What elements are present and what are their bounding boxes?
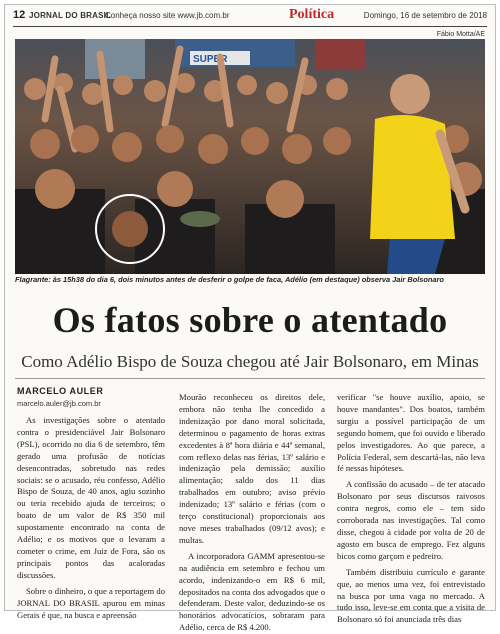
photo-caption: Flagrante: às 15h38 do dia 6, dois minutos antes de desferir o golpe de faca, Adélio (em destaque) observa Jair Bolsonaro [15, 275, 444, 284]
article-column-2 [179, 392, 325, 633]
paragraph: verificar "se houve auxílio, apoio, se houve mandantes". Dos boatos, também surgiu a possível participação de um segundo homem, que foi ouvido e liberado pelos investigadores. Ao que parece, a Polícia Federal, sem descartá-las, não leva fé nessas hipóteses. [337, 392, 485, 474]
header-rule [13, 26, 487, 27]
newspaper-name: JORNAL DO BRASIL [29, 11, 112, 20]
paragraph: As investigações sobre o atentado contra o presidenciável Jair Bolsonaro (PSL), ocorrido no dia 6 de setembro, têm gerado uma profusão de notícias desencontradas, sobretudo nas redes sociais: se o acusado, réu confesso, Adélio Bispo de Souza, de 40 anos, agiu sozinho ou teria recebido ajuda de terceiros; o boato de um valor de R$ 350 mil supostamente encontrado na conta de Adélio; e os motivos que o levaram a cometer o crime, em Juiz de Fora, são os principais pontos das acaloradas discussões. [17, 415, 165, 580]
byline-email: marcelo.auler@jb.com.br [17, 399, 101, 408]
issue-date: Domingo, 16 de setembro de 2018 [363, 11, 487, 20]
banner-text: SUPER [193, 54, 228, 65]
paragraph: Sobre o dinheiro, o que a reportagem do JORNAL DO BRASIL apurou em minas Gerais é que, na busca e apreensão [17, 585, 165, 620]
divider [15, 378, 485, 379]
article-column-3 [337, 392, 485, 625]
paragraph: A confissão do acusado – de ter atacado Bolsonaro por seus discursos raivosos contra negros, como ele – tem sido corroborada nas investigações. Tal como disse, chegou à cidade por volta de 20 de agosto em busca de emprego. Fez alguns bicos como garçom e pedreiro. [337, 479, 485, 561]
article-column-1 [17, 415, 165, 620]
section-title: Política [289, 7, 335, 22]
paragraph: Também distribuiu currículo e garante que, ao menos uma vez, foi entrevistado na busca por uma vaga no mercado. A tudo isso, leve-se em conta que a visita de Bolsonaro só foi anunciada três dias [337, 566, 485, 625]
newspaper-page [4, 4, 496, 633]
paragraph: Mourão reconheceu os direitos dele, embora não tenha lhe concedido a indenização por dano moral solicitada, determinou o pagamento de horas extras excedentes à 8ª hora diária e 44ª semanal, com reflexo delas nas férias, 13º salário e indenização pela demissão; auxílio alimentação; saldo dos 11 dias trabalhados em outubro; aviso prévio indenizado; 13º salário e férias (com o terço constitucional) proporcionais aos nove meses trabalhados (09/12 avos); e multas. [179, 392, 325, 545]
byline-author: MARCELO AULER [17, 386, 104, 396]
crowd-photo [15, 39, 485, 274]
paragraph: A incorporadora GAMM apresentou-se na audiência em setembro e fechou um acordo, indenizando-o em R$ 6 mil, depositados na conta dos advogados que o defenderam. Deste valor, deduzindo-se os honorários advocatícios, sobraram para Adélio, cerca de R$ 4.200. [179, 550, 325, 633]
headline: Os fatos sobre o atentado [52, 300, 448, 340]
page-number: 12 [13, 9, 26, 21]
page-header [13, 7, 487, 27]
website-promo: Conheça nosso site www.jb.com.br [105, 11, 230, 20]
photo-credit: Fábio Motta/AE [436, 31, 485, 38]
subheadline: Como Adélio Bispo de Souza chegou até Jair Bolsonaro, em Minas [21, 352, 479, 371]
